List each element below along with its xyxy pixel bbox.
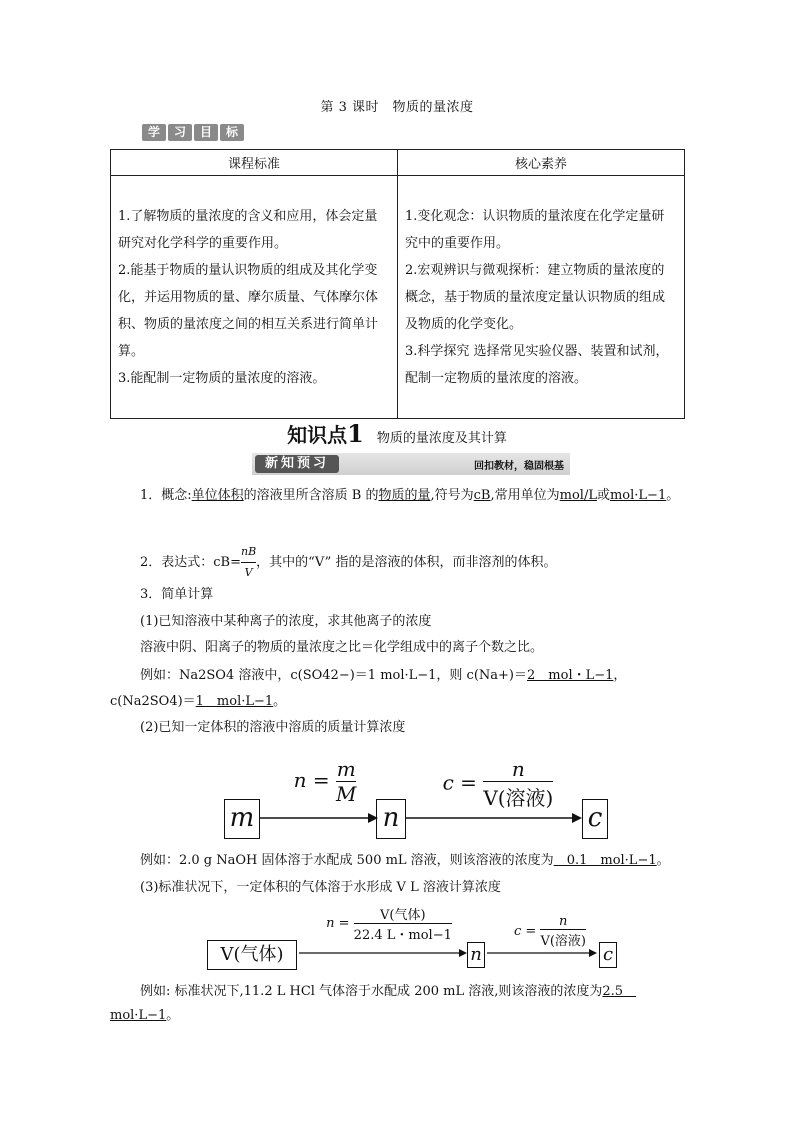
flow1-formula-c: c = $\frac{n}{\text{V(溶液)}}$ (442, 757, 554, 810)
literacy-cell (398, 176, 685, 419)
standard-item: 2.能基于物质的量认识物质的组成及其化学变化，并运用物质的量、摩尔质量、气体摩尔体积、物质的量浓度之间的相互关系进行简单计算。 (118, 262, 379, 359)
flow2-arrow-1 (299, 948, 467, 958)
flow1-arrow-1 (260, 812, 378, 824)
kp-label: 知识点1 (287, 419, 364, 448)
badge-char: 目 (194, 124, 218, 141)
sub3-heading: (3)标准状况下，一定体积的气体溶于水形成 V L 溶液计算浓度 (140, 880, 501, 895)
flow2-box-n: n (467, 942, 485, 968)
standard-item: 3.能配制一定物质的量浓度的溶液。 (118, 370, 326, 386)
flow2-box-v-gas: V(气体) (207, 940, 297, 970)
flow2-box-c: c (599, 942, 617, 968)
flow1-arrow-2 (406, 812, 582, 824)
flow2-formula-n: n = $\frac{\text{V(气体)}}{\text{22.4 L・mol−1}}$ (326, 908, 452, 943)
page-title: 第 3 课时 物质的量浓度 (320, 100, 474, 115)
sub1-heading: (1)已知溶液中某种离子的浓度，求其他离子的浓度 (140, 614, 432, 629)
standard-cell (111, 176, 398, 419)
flow1-box-m: m (224, 799, 260, 839)
literacy-item: 1.变化观念：认识物质的量浓度在化学定量研究中的重要作用。 (405, 208, 665, 251)
expression-line: 2．表达式：cB= $\frac{nB}{V}$ ，其中的“V” 指的是溶液的体积，而非溶剂的体积。 (140, 545, 557, 579)
banner-tag: 新知预习 (255, 455, 339, 473)
example2: 例如：2.0 g NaOH 固体溶于水配成 500 mL 溶液，则该溶液的浓度为 0.1 mol·L−1。 (140, 853, 670, 868)
concept-paragraph: 1．概念:单位体积的溶液里所含溶质 B 的物质的量,符号为cB,常用单位为mol/L或mol·L−1。 (140, 488, 680, 503)
col-header-literacy: 核心素养 (398, 150, 685, 176)
knowledge-point-heading (0, 419, 794, 448)
sub2-heading: (2)已知一定体积的溶液中溶质的质量计算浓度 (140, 720, 406, 735)
flow2-formula-c: c = $\frac{n}{\text{V(溶液)}}$ (514, 914, 586, 949)
sub1-text: 溶液中阴、阳离子的物质的量浓度之比＝化学组成中的离子个数之比。 (140, 640, 544, 655)
literacy-item: 2.宏观辨识与微观探析：建立物质的量浓度的概念，基于物质的量浓度定量认识物质的组成及物质的化学变化。 (405, 262, 666, 332)
example3: 例如: 标准状况下,11.2 L HCl 气体溶于水配成 200 mL 溶液,则该溶液的浓度为2.5 mol·L−1。 (110, 984, 637, 1023)
flow2-arrow-2 (487, 948, 597, 958)
flow1-box-c: c (582, 799, 608, 839)
section3-heading: 3．简单计算 (140, 587, 214, 602)
col-header-standard: 课程标准 (111, 150, 398, 176)
example1: 例如：Na2SO4 溶液中，c(SO42−)＝1 mol·L−1，则 c(Na+)＝2 mol・L−1，c(Na2SO4)＝1 mol·L−1。 (110, 668, 627, 709)
banner-slogan: 回扣教材，稳固根基 (474, 461, 564, 472)
flow1-box-n: n (376, 799, 406, 839)
badge-char: 标 (220, 124, 244, 141)
kp-title: 物质的量浓度及其计算 (376, 431, 507, 446)
preview-banner (252, 453, 570, 475)
flow1-formula-n: n = $\frac{m}{M}$ (293, 757, 357, 806)
flow-diagram-mass (222, 757, 612, 842)
badge-char: 学 (142, 124, 166, 141)
learning-goals-badge (142, 124, 244, 141)
badge-char: 习 (168, 124, 192, 141)
literacy-item: 3.科学探究 选择常见实验仪器、装置和试剂，配制一定物质的量浓度的溶液。 (405, 343, 669, 386)
goals-table (110, 149, 685, 419)
flow-diagram-gas (205, 904, 625, 974)
standard-item: 1.了解物质的量浓度的含义和应用，体会定量研究对化学科学的重要作用。 (118, 208, 378, 251)
